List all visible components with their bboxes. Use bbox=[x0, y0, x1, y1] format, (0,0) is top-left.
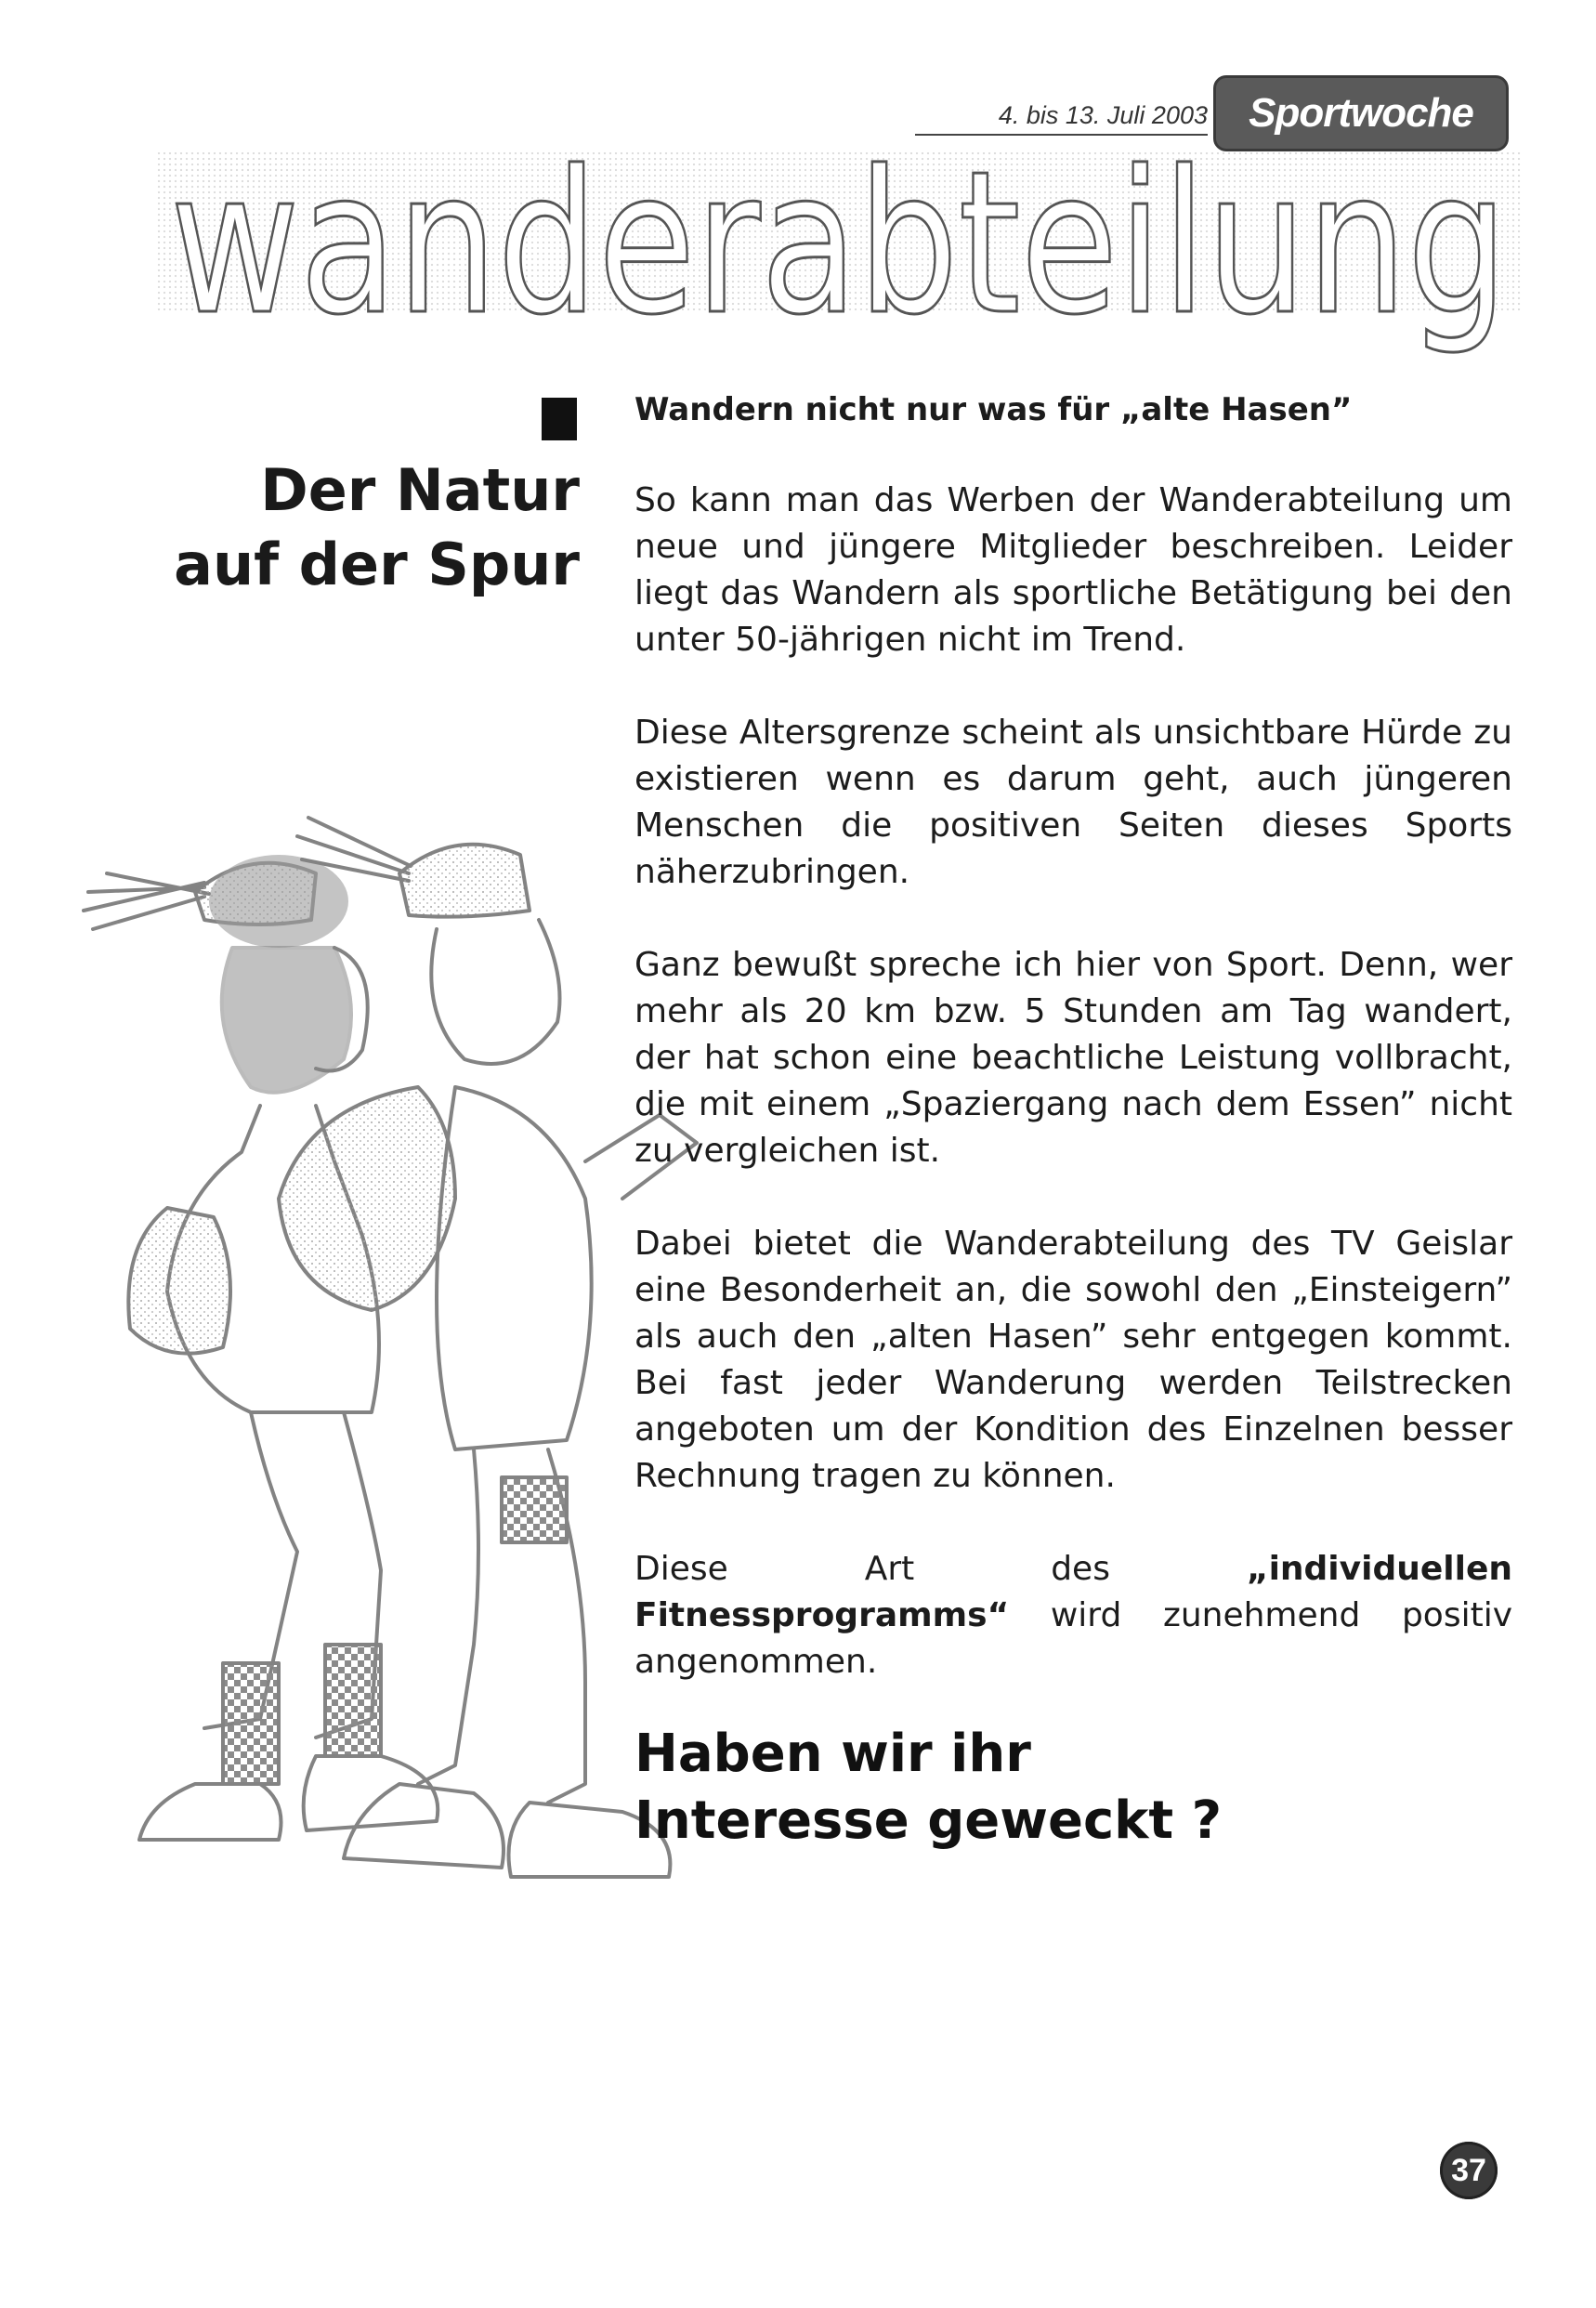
article-paragraph-1: So kann man das Werben der Wanderabteilung um neue und jüngere Mitglieder beschreiben. Leider liegt das Wandern als sportliche Betätigung bei den unter 50-jährigen nicht im Trend. bbox=[634, 481, 1512, 659]
article-paragraph-3: Ganz bewußt spreche ich hier von Sport. Denn, wer mehr als 20 km bzw. 5 Stunden am Tag wandert, der hat schon eine beachtliche Leistung vollbracht, die mit einem „Spaziergang nach dem Essen” nicht zu vergleichen ist. bbox=[634, 946, 1512, 1170]
closing-question bbox=[634, 1721, 1512, 1855]
hiker-woman bbox=[84, 855, 438, 1840]
page-number-badge: 37 bbox=[1440, 2142, 1498, 2199]
page-title bbox=[156, 139, 1522, 381]
article-paragraph-4: Dabei bietet die Wanderabteilung des TV Geislar eine Besonderheit an, die sowohl den „Einsteigern” als auch den „alten Hasen” sehr entgegen kommt. Bei fast jeder Wanderung werden Teilstrecken angeboten um der Kondition des Einzelnen besser Rechnung tragen zu können. bbox=[634, 1225, 1512, 1495]
paragraph-5-emphasis: „individuellen Fitnessprogramms“ bbox=[634, 1550, 1512, 1634]
issue-date: 4. bis 13. Juli 2003 bbox=[915, 98, 1208, 136]
square-bullet bbox=[542, 398, 577, 440]
closing-line-2: Interesse geweckt ? bbox=[634, 1790, 1223, 1851]
side-heading bbox=[93, 453, 580, 602]
paragraph-5-end: wird zunehmend positiv angenommen. bbox=[634, 1596, 1512, 1681]
title-text: wanderabteilung bbox=[170, 139, 1508, 358]
article-subheading: Wandern nicht nur was für „alte Hasen” bbox=[634, 391, 1353, 428]
section-tag: Sportwoche bbox=[1213, 75, 1509, 151]
article-body bbox=[634, 387, 1512, 1855]
article-paragraph-5 bbox=[634, 1546, 1512, 1685]
paragraph-5-start: Diese Art des bbox=[634, 1550, 1247, 1588]
article-paragraph-2: Diese Altersgrenze scheint als unsichtbare Hürde zu existieren wenn es darum geht, auch jüngeren Menschen die positiven Seiten dieses Sports näherzubringen. bbox=[634, 714, 1512, 891]
side-heading-line2: auf der Spur bbox=[174, 531, 580, 598]
closing-line-1: Haben wir ihr bbox=[634, 1724, 1031, 1784]
side-heading-line1: Der Natur bbox=[260, 456, 580, 524]
